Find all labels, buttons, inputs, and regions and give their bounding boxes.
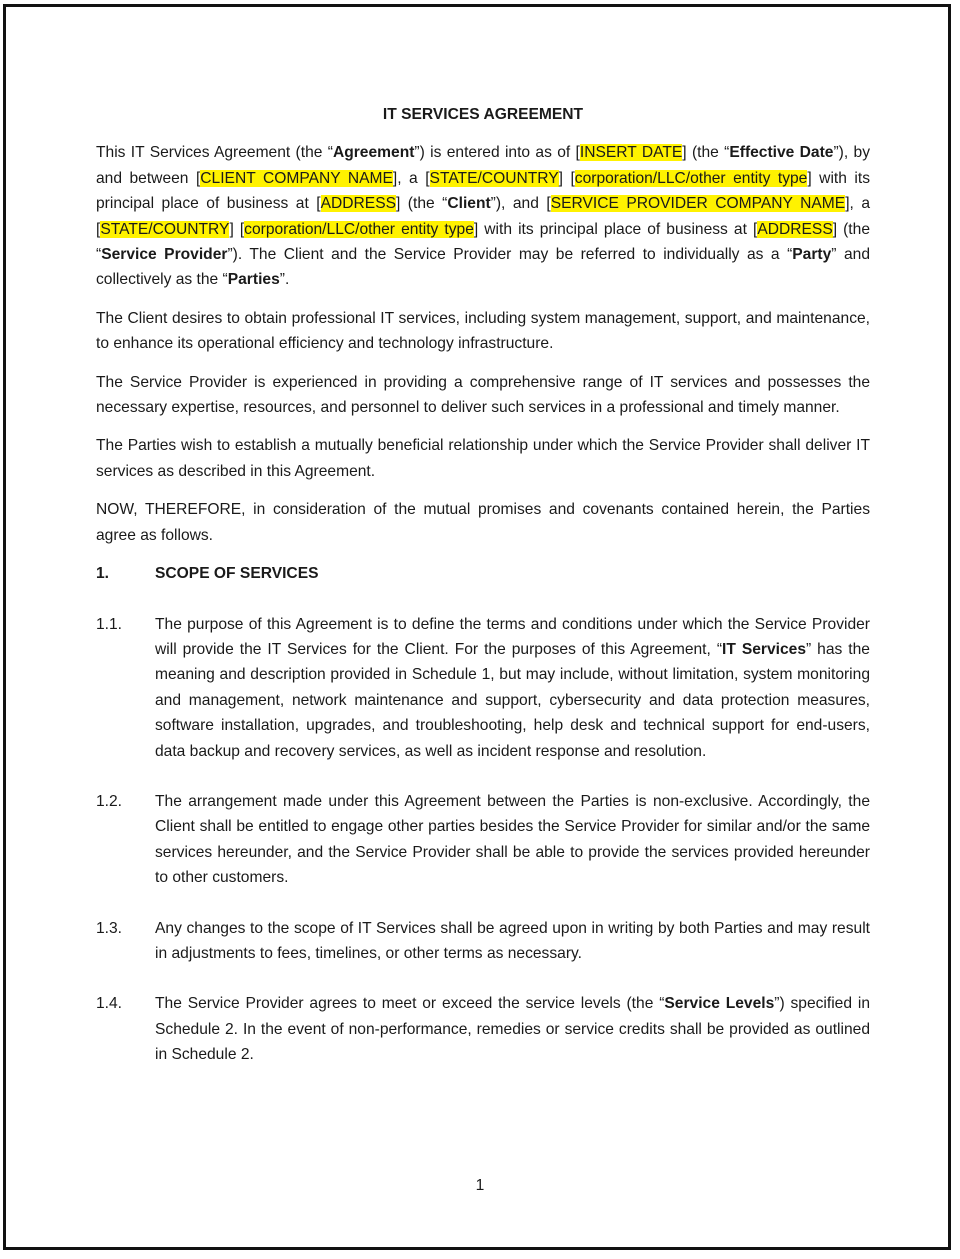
text-run: ], a [	[96, 195, 870, 238]
clause-1-3	[96, 916, 870, 967]
clause-text: The arrangement made under this Agreement between the Parties is non-exclusive. Accordingly, the Client shall be entitled to engage other parties besides the Service Provider for similar and/or the same services hereunder, and the Service Provider shall be able to provide the services provided hereunder to other customers.	[155, 792, 870, 887]
recital-paragraph: The Client desires to obtain professional IT services, including system management, support, and maintenance, to enhance its operational efficiency and technology infrastructure.	[96, 309, 870, 353]
clause-1-1	[96, 612, 870, 764]
clause-number: 1.2.	[96, 792, 123, 810]
defined-term-it-services: IT Services	[722, 640, 807, 658]
recital-paragraph: NOW, THEREFORE, in consideration of the mutual promises and covenants contained herein, the Parties agree as follows.	[96, 501, 870, 544]
defined-term-service-provider: Service Provider	[101, 246, 228, 264]
placeholder-client-address: ADDRESS	[320, 195, 396, 213]
placeholder-provider-entity-type: corporation/LLC/other entity type	[244, 220, 474, 238]
text-run: ”), by and between [	[96, 144, 871, 187]
defined-term-parties: Parties	[227, 271, 280, 289]
clause-number: 1.1.	[96, 615, 123, 633]
text-run: ] (the “	[682, 144, 730, 162]
page-number: 1	[475, 1177, 485, 1194]
defined-term-service-levels: Service Levels	[664, 995, 775, 1013]
clause-number: 1.3.	[96, 919, 123, 937]
text-run: ” and collectively as the “	[96, 246, 870, 289]
defined-term-party: Party	[792, 246, 832, 264]
clause-text: Any changes to the scope of IT Services shall be agreed upon in writing by both Parties and may result in adjustments to fees, timelines, or other terms as necessary.	[155, 919, 870, 962]
clause-text	[155, 612, 870, 764]
text-run: ”) is entered into as of [	[414, 144, 580, 162]
section-heading-scope	[96, 561, 870, 586]
text-run: ], a [	[392, 169, 430, 187]
clause-1-4	[96, 991, 870, 1067]
defined-term-client: Client	[447, 195, 491, 213]
placeholder-client-company-name: CLIENT COMPANY NAME	[200, 169, 393, 187]
text-run: This IT Services Agreement (the “	[96, 144, 333, 162]
placeholder-insert-date: INSERT DATE	[579, 144, 683, 162]
defined-term-effective-date: Effective Date	[729, 144, 834, 162]
text-run: ] (the “	[396, 195, 448, 213]
text-run: The Service Provider agrees to meet or exceed the service levels (the “	[155, 995, 665, 1013]
text-run: The purpose of this Agreement is to define the terms and conditions under which the Service Provider will provide the IT Services for the Client. For the purposes of this Agreement, “	[155, 615, 870, 658]
text-run: ”). The Client and the Service Provider may be referred to individually as a “	[227, 246, 793, 264]
text-run: ] [	[229, 220, 245, 238]
section-title: SCOPE OF SERVICES	[155, 565, 319, 583]
defined-term-agreement: Agreement	[332, 144, 415, 162]
text-run: ] with its principal place of business at [	[96, 169, 870, 213]
recital-paragraph: The Service Provider is experienced in providing a comprehensive range of IT services and possesses the necessary expertise, resources, and personnel to deliver such services in a professional and timely manner.	[96, 373, 870, 417]
preamble-paragraph	[96, 140, 870, 292]
recital-paragraph: The Parties wish to establish a mutually beneficial relationship under which the Service Provider shall deliver IT services as described in this Agreement.	[96, 437, 870, 480]
document-title: IT SERVICES AGREEMENT	[382, 106, 584, 123]
section-number: 1.	[96, 565, 110, 583]
text-run: ] with its principal place of business at [	[473, 220, 758, 238]
text-run: ”) specified in Schedule 2. In the event of non-performance, remedies or service credits shall be provided as outlined in Schedule 2.	[155, 995, 870, 1064]
text-run: ”.	[279, 271, 290, 289]
placeholder-client-state-country: STATE/COUNTRY	[429, 169, 559, 187]
placeholder-provider-address: ADDRESS	[757, 220, 833, 238]
placeholder-client-entity-type: corporation/LLC/other entity type	[574, 169, 808, 187]
text-run: ”), and [	[490, 195, 551, 213]
clause-1-2	[96, 789, 870, 891]
placeholder-provider-state-country: STATE/COUNTRY	[100, 220, 230, 238]
text-run: ] [	[558, 169, 575, 187]
clause-text	[155, 991, 870, 1067]
text-run: ] (the “	[96, 220, 870, 264]
document-page	[3, 4, 951, 1250]
clause-number: 1.4.	[96, 995, 123, 1013]
document-body	[96, 102, 870, 1093]
text-run: ” has the meaning and description provided in Schedule 1, but may include, without limitation, system monitoring and management, network maintenance and support, cybersecurity and data protection measures, software installation, upgrades, and troubleshooting, help desk and technical support for end-users, data backup and recovery services, as well as incident response and resolution.	[155, 640, 870, 760]
placeholder-provider-company-name: SERVICE PROVIDER COMPANY NAME	[550, 195, 846, 213]
